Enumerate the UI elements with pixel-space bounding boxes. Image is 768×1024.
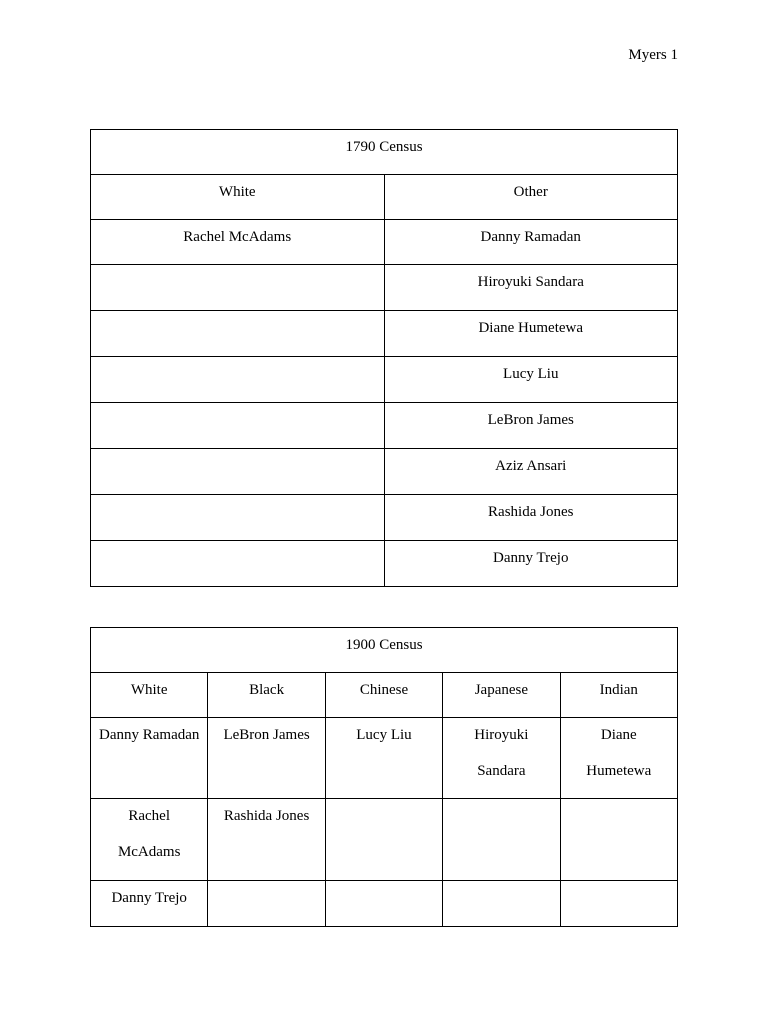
cell-line: McAdams bbox=[117, 844, 181, 860]
cell-line: Sandara bbox=[477, 763, 526, 779]
table-row bbox=[91, 799, 678, 881]
table-row bbox=[91, 495, 678, 541]
table-row bbox=[91, 449, 678, 495]
cell-line: Hiroyuki bbox=[474, 727, 529, 743]
table-cell: Rashida Jones bbox=[384, 495, 678, 541]
table-cell: Danny Ramadan bbox=[384, 220, 678, 265]
census-1900-table bbox=[90, 627, 678, 927]
table-cell: LeBron James bbox=[208, 718, 325, 799]
table-row bbox=[91, 357, 678, 403]
table-cell: Aziz Ansari bbox=[384, 449, 678, 495]
table-cell bbox=[91, 311, 385, 357]
column-header-white: White bbox=[91, 673, 208, 718]
table-cell bbox=[560, 718, 677, 799]
table-cell: LeBron James bbox=[384, 403, 678, 449]
table-cell bbox=[91, 541, 385, 587]
table-cell bbox=[91, 799, 208, 881]
table-cell bbox=[91, 449, 385, 495]
column-header-japanese: Japanese bbox=[443, 673, 560, 718]
table-cell bbox=[91, 265, 385, 311]
table-cell bbox=[91, 403, 385, 449]
table-cell bbox=[560, 799, 677, 881]
page-header: Myers 1 bbox=[628, 47, 678, 63]
table-row bbox=[91, 311, 678, 357]
table-row bbox=[91, 403, 678, 449]
table-cell bbox=[560, 881, 677, 927]
table-cell bbox=[208, 881, 325, 927]
table-cell bbox=[443, 799, 560, 881]
table-cell: Danny Ramadan bbox=[91, 718, 208, 799]
table-cell: Hiroyuki Sandara bbox=[384, 265, 678, 311]
table-cell: Rashida Jones bbox=[208, 799, 325, 881]
table-cell: Lucy Liu bbox=[384, 357, 678, 403]
table-cell bbox=[443, 881, 560, 927]
table-cell bbox=[325, 881, 442, 927]
table-row bbox=[91, 265, 678, 311]
table-cell: Diane Humetewa bbox=[384, 311, 678, 357]
table-cell: Rachel McAdams bbox=[91, 220, 385, 265]
table-row bbox=[91, 220, 678, 265]
table-cell: Lucy Liu bbox=[325, 718, 442, 799]
table-title: 1790 Census bbox=[91, 130, 678, 175]
table-row bbox=[91, 541, 678, 587]
column-header-chinese: Chinese bbox=[325, 673, 442, 718]
table-title: 1900 Census bbox=[91, 628, 678, 673]
table-cell bbox=[325, 799, 442, 881]
table-cell: Danny Trejo bbox=[384, 541, 678, 587]
table-row bbox=[91, 718, 678, 799]
table-cell: Danny Trejo bbox=[91, 881, 208, 927]
cell-line: Humetewa bbox=[586, 763, 652, 779]
column-header-other: Other bbox=[384, 175, 678, 220]
column-header-black: Black bbox=[208, 673, 325, 718]
column-header-indian: Indian bbox=[560, 673, 677, 718]
table-cell bbox=[91, 357, 385, 403]
table-cell bbox=[91, 495, 385, 541]
table-cell bbox=[443, 718, 560, 799]
cell-line: Diane bbox=[600, 727, 637, 743]
column-header-white: White bbox=[91, 175, 385, 220]
table-row bbox=[91, 881, 678, 927]
census-1790-table bbox=[90, 129, 678, 587]
cell-line: Rachel bbox=[128, 808, 171, 824]
